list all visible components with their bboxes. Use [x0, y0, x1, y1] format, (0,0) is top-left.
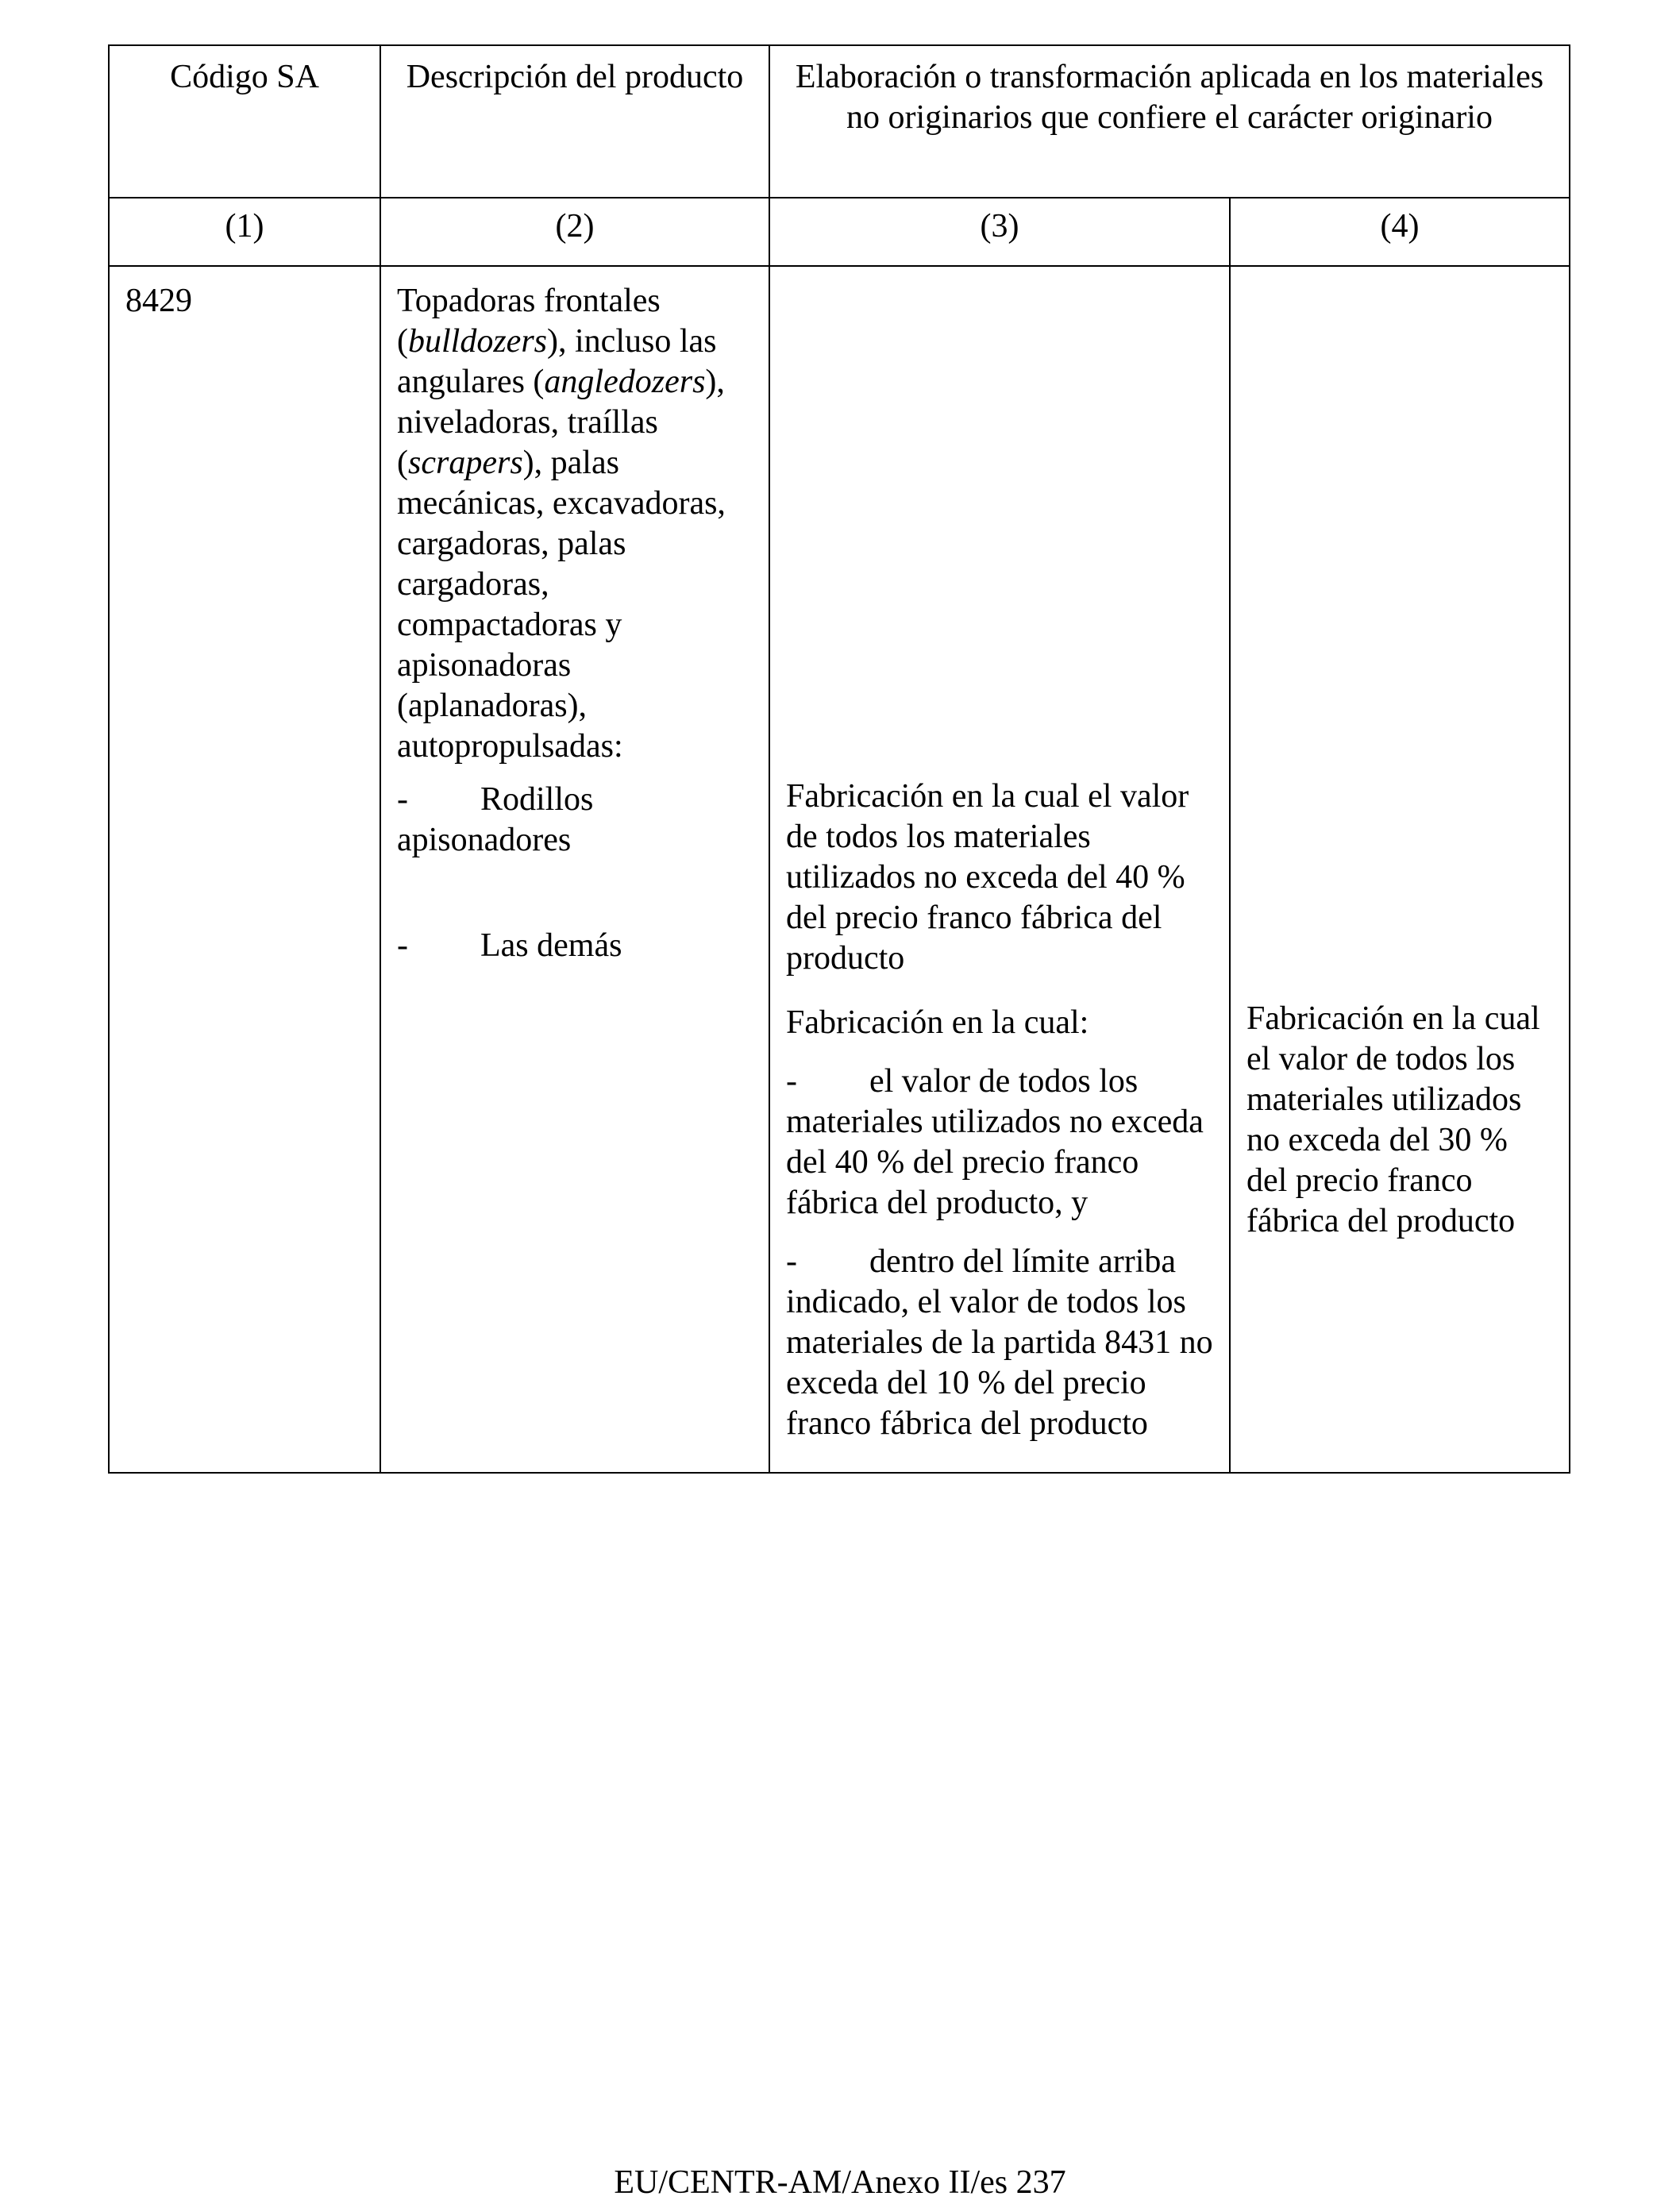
column-number-3: (3) [769, 198, 1230, 266]
rules-table [108, 44, 1570, 1474]
rule-las-demas-intro: Fabricación en la cual: [786, 1004, 1089, 1041]
column-number-1: (1) [109, 198, 380, 266]
sub-item-las-demas: - Las demás [397, 927, 622, 964]
page-footer: EU/CENTR-AM/Anexo II/es 237 [614, 2164, 1066, 2201]
rule-col4-cell [1230, 266, 1570, 1473]
header-row [109, 45, 1570, 198]
sub-item-rodillos: - Rodillos apisonadores [397, 781, 594, 858]
hs-code-cell [109, 266, 380, 1473]
rule-col3-cell [769, 266, 1230, 1473]
hs-code: 8429 [125, 283, 192, 319]
product-description: Topadoras frontales (bulldozers), incluso las angulares (angledozers), niveladoras, traíllas (scrapers), palas mecánicas, excavadoras, cargadoras, palas cargadoras, compactadoras y apisonadoras (aplanadoras), autopropulsadas: [397, 283, 726, 765]
description-cell [380, 266, 769, 1473]
header-code-sa: Código SA [109, 45, 380, 198]
column-number-row [109, 198, 1570, 266]
rule-las-demas-item-1: - el valor de todos los materiales utilizados no exceda del 40 % del precio franco fábrica del producto, y [786, 1063, 1204, 1221]
rule-las-demas-item-2: - dentro del límite arriba indicado, el valor de todos los materiales de la partida 8431 no exceda del 10 % del precio franco fábrica del producto [786, 1243, 1213, 1442]
table-row [109, 266, 1570, 1473]
column-number-4: (4) [1230, 198, 1570, 266]
column-number-2: (2) [380, 198, 769, 266]
header-processing: Elaboración o transformación aplicada en los materiales no originarios que confiere el carácter originario [769, 45, 1570, 198]
rule-rodillos: Fabricación en la cual el valor de todos los materiales utilizados no exceda del 40 % del precio franco fábrica del producto [786, 778, 1189, 977]
rule-alternative: Fabricación en la cual el valor de todos los materiales utilizados no exceda del 30 % del precio franco fábrica del producto [1247, 1000, 1540, 1239]
header-description: Descripción del producto [380, 45, 769, 198]
